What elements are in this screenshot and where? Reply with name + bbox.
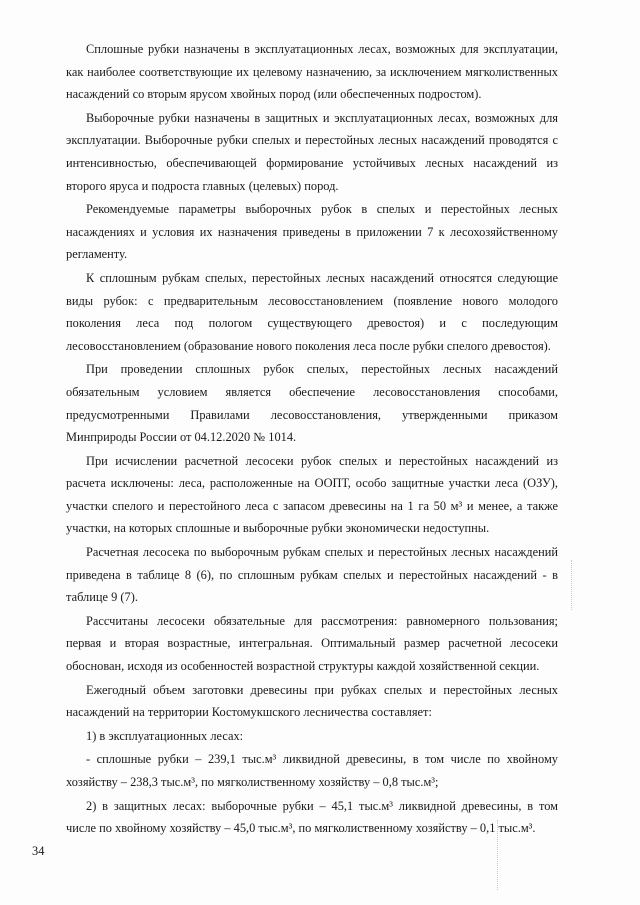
- paragraph: Рекомендуемые параметры выборочных рубок в спелых и перестойных лесных насаждениях и условия их назначения приведены в приложении 7 к лесохозяйственному регламенту.: [66, 202, 558, 262]
- paragraph: Рассчитаны лесосеки обязательные для рассмотрения: равномерного пользования; первая и вторая возрастные, интегральная. Оптимальный размер расчетной лесосеки обоснован, исходя из особенностей возрастной структуры каждой хозяйственной секции.: [66, 613, 558, 674]
- paragraph: При исчислении расчетной лесосеки рубок спелых и перестойных насаждений из расчета исключены: леса, расположенные на ООПТ, особо защитные участки леса (ОЗУ), участки спелого и перестойного леса с запасом древесины на 1 га 50 м³ и менее, а также участки, на которых сплошные и выборочные рубки экономически недоступны.: [66, 453, 558, 536]
- scan-artifact-line: [497, 820, 498, 890]
- paragraph: Выборочные рубки назначены в защитных и эксплуатационных лесах, возможных для эксплуатации. Выборочные рубки спелых и перестойных лесных насаждений проводятся с интенсивностью, обеспечивающей формирование устойчивых лесных насаждений из второго яруса и подроста главных (целевых) пород.: [66, 110, 558, 193]
- paragraph: Сплошные рубки назначены в эксплуатационных лесах, возможных для эксплуатации, как наиболее соответствующие их целевому назначению, за исключением мягколиственных насаждений со вторым ярусом хвойных пород (или обеспеченных подростом).: [66, 42, 558, 102]
- scan-artifact-line: [571, 560, 572, 610]
- paragraph: 2) в защитных лесах: выборочные рубки – 45,1 тыс.м³ ликвидной древесины, в том числе по хвойному хозяйству – 45,0 тыс.м³, по мягколиственному хозяйству – 0,1 тыс.м³.: [66, 798, 558, 836]
- page-number: 34: [32, 844, 45, 858]
- paragraph: 1) в эксплуатационных лесах:: [86, 728, 244, 743]
- paragraph: При проведении сплошных рубок спелых, перестойных лесных насаждений обязательным условием является обеспечение лесовосстановления способами, предусмотренными Правилами лесовосстановления, утвержденными приказом Минприроды России от 04.12.2020 № 1014.: [66, 362, 558, 445]
- paragraph: К сплошным рубкам спелых, перестойных лесных насаждений относятся следующие виды рубок: с предварительным лесовосстановлением (появление нового молодого поколения леса под пологом существующего древостоя) и с последующим лесовосстановлением (образование нового поколения леса после рубки спелого древостоя).: [66, 270, 558, 353]
- paragraph: - сплошные рубки – 239,1 тыс.м³ ликвидной древесины, в том числе по хвойному хозяйству – 238,3 тыс.м³, по мягколиственному хозяйству – 0,8 тыс.м³;: [66, 752, 558, 789]
- paragraph: Ежегодный объем заготовки древесины при рубках спелых и перестойных лесных насаждений на территории Костомукшского лесничества составляет:: [66, 682, 558, 720]
- page-body: [66, 38, 558, 841]
- paragraph: Расчетная лесосека по выборочным рубкам спелых и перестойных лесных насаждений приведена в таблице 8 (6), по сплошным рубкам спелых и перестойных насаждений - в таблице 9 (7).: [66, 545, 558, 605]
